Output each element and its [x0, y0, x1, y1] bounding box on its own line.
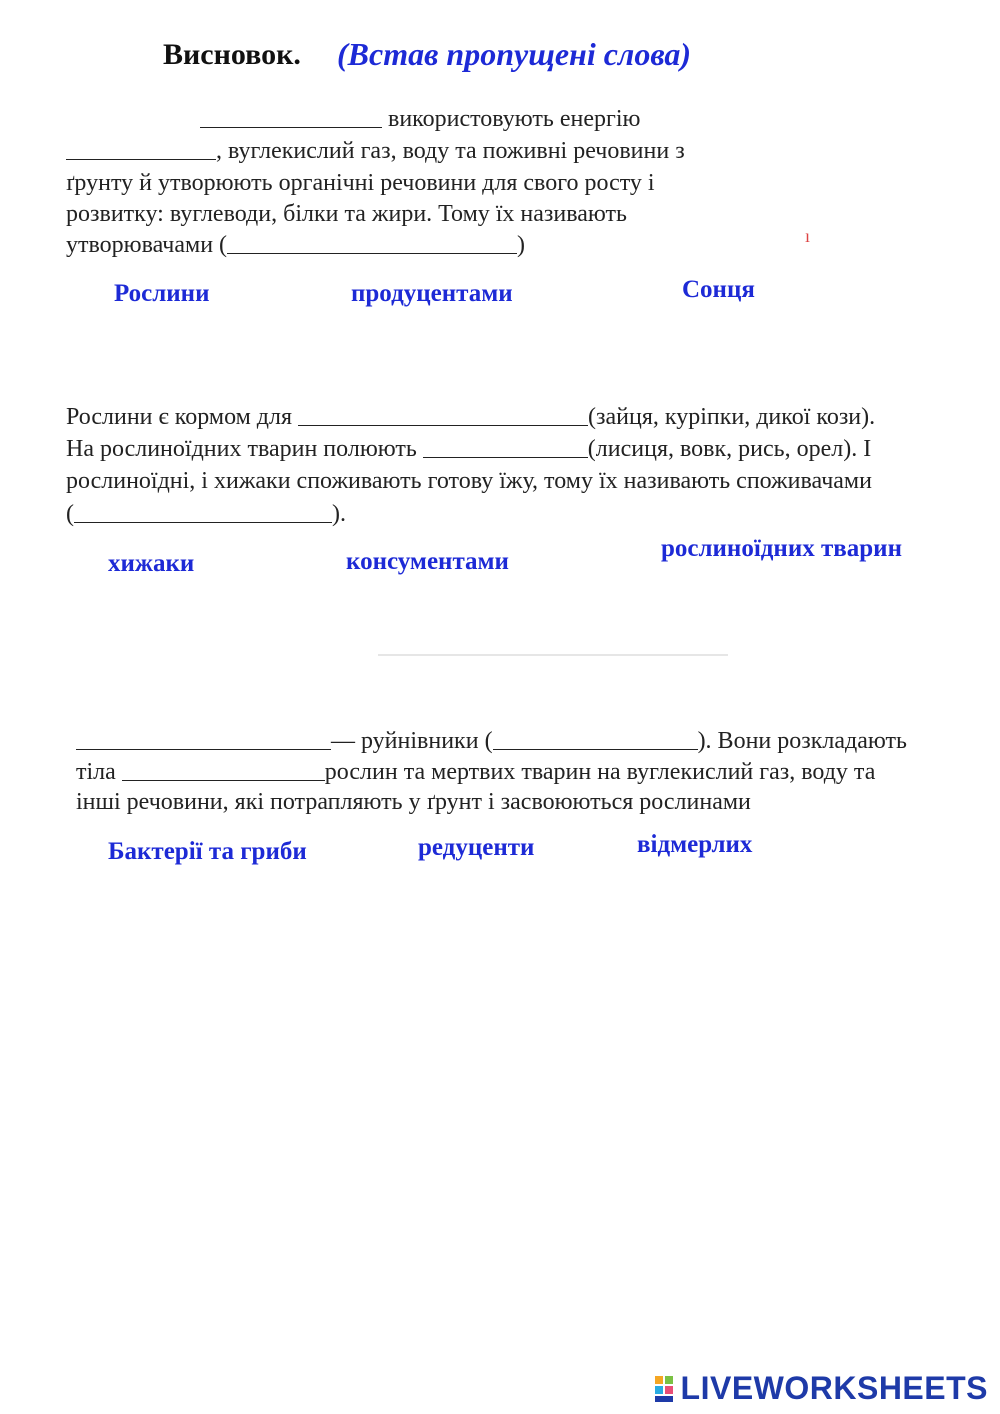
s3-line2: тіла рослин та мертвих тварин на вуглекислий газ, воду та — [76, 759, 876, 785]
word-option[interactable]: рослиноїдних тварин — [661, 535, 902, 562]
page-title: Висновок. — [163, 38, 301, 71]
word-option[interactable]: Рослини — [114, 280, 210, 307]
word-option[interactable]: Бактерії та гриби — [108, 838, 307, 865]
blank-1-1[interactable] — [200, 105, 382, 128]
word-option[interactable]: Сонця — [682, 276, 755, 303]
s1-line3: ґрунту й утворюють органічні речовини для свого росту і — [66, 170, 655, 196]
blank-3-3[interactable] — [122, 758, 325, 781]
s1-line1: використовують енергію — [200, 104, 640, 134]
blank-3-1[interactable] — [76, 727, 331, 750]
blank-3-2[interactable] — [493, 727, 698, 750]
word-option[interactable]: хижаки — [108, 550, 195, 577]
word-option[interactable]: продуцентами — [351, 280, 513, 307]
scan-artifact — [378, 654, 728, 656]
word-option[interactable]: відмерлих — [637, 831, 753, 858]
s1-line2: , вуглекислий газ, воду та поживні речовини з — [66, 136, 685, 166]
blank-1-3[interactable] — [227, 231, 517, 254]
s3-line3: інші речовини, які потрапляють у ґрунт і засвоюються рослинами — [76, 789, 751, 815]
blank-2-2[interactable] — [423, 435, 588, 458]
blank-1-2[interactable] — [66, 137, 216, 160]
liveworksheets-logo — [655, 1370, 988, 1407]
word-option[interactable]: редуценти — [418, 834, 535, 861]
s1-line5: утворювачами ( ) — [66, 232, 526, 258]
blank-2-1[interactable] — [298, 403, 588, 426]
stray-mark: ı — [805, 226, 811, 246]
blank-2-3[interactable] — [74, 500, 332, 523]
s3-line1: — руйнівники ( ). Вони розкладають — [76, 726, 907, 756]
instruction-title: (Встав пропущені слова) — [337, 36, 692, 72]
s2-line2: На рослиноїдних тварин полюють (лисиця, вовк, рись, орел). І — [66, 436, 872, 462]
s2-line4: ( ). — [66, 501, 346, 527]
brand-name: LIVEWORKSHEETS — [680, 1370, 988, 1406]
logo-mark-icon — [655, 1374, 677, 1404]
s2-line3: рослиноїдні, і хижаки споживають готову їжу, тому їх називають споживачами — [66, 468, 872, 494]
s1-line4: розвитку: вуглеводи, білки та жири. Тому їх називають — [66, 201, 627, 227]
s2-line1: Рослини є кормом для (зайця, куріпки, дикої кози). — [66, 404, 876, 430]
word-option[interactable]: консументами — [346, 548, 509, 575]
